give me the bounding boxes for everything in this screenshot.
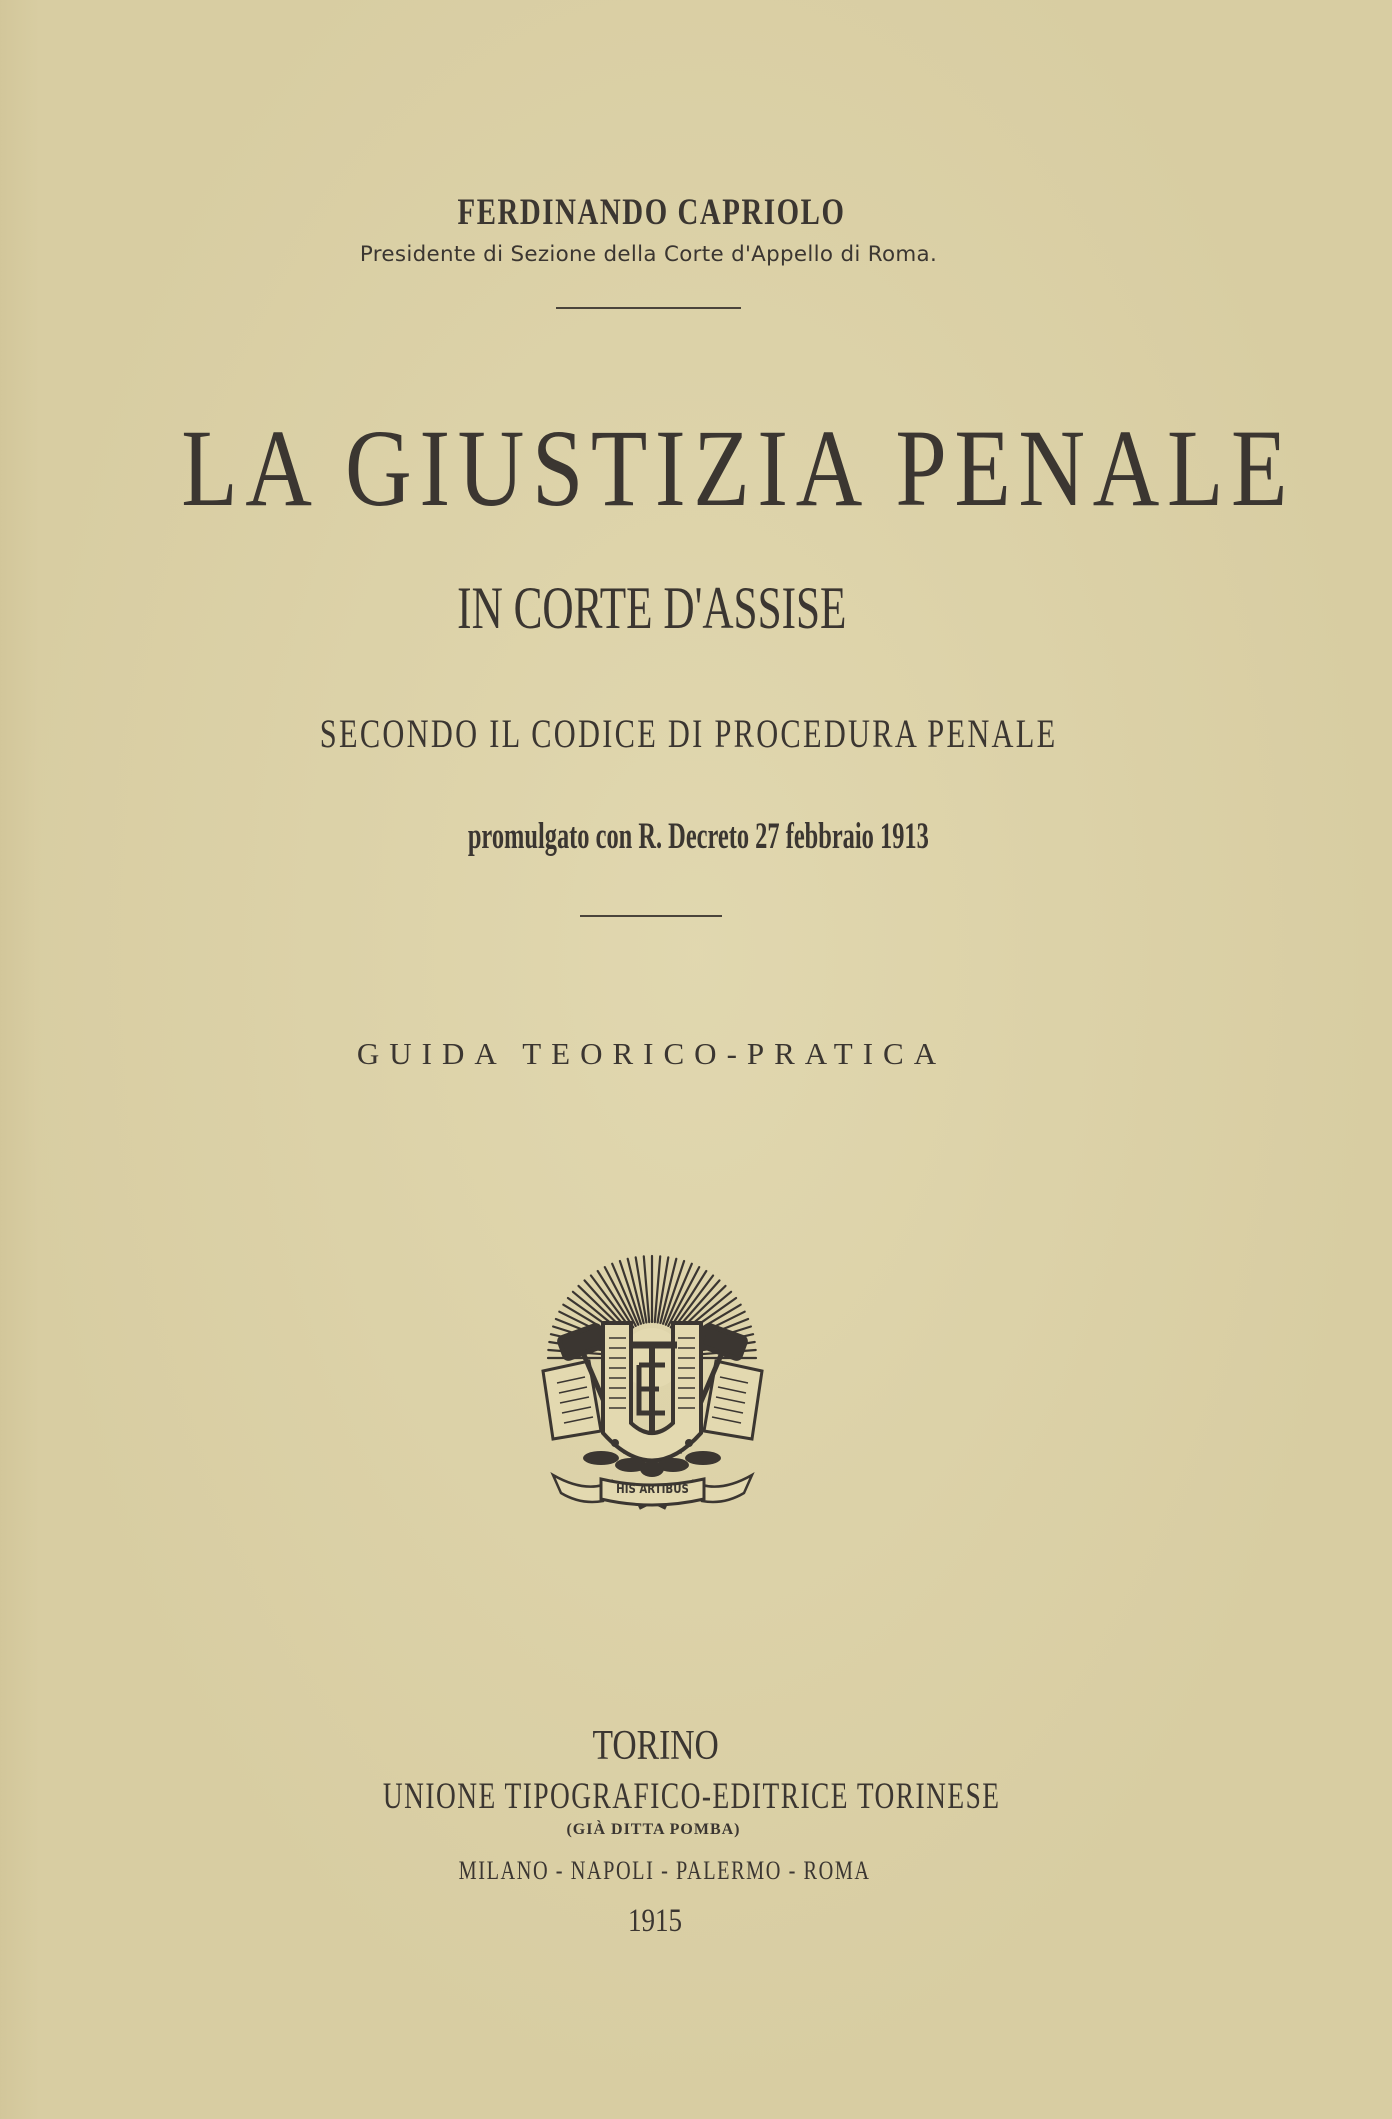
imprint-publisher: UNIONE TIPOGRAFICO-EDITRICE TORINESE (382, 1776, 1001, 1817)
author-role: Presidente di Sezione della Corte d'Appello di Roma. (359, 242, 938, 266)
subtitle-code: SECONDO IL CODICE DI PROCEDURA PENALE (319, 711, 1058, 756)
genre-label: GUIDA TEORICO-PRATICA (356, 1036, 947, 1071)
subtitle-court: IN CORTE D'ASSISE (457, 575, 847, 641)
imprint-former-name: (GIÀ DITTA POMBA) (566, 1821, 741, 1838)
publisher-emblem-icon (531, 1253, 774, 1510)
divider-rule (556, 307, 741, 309)
subtitle-decree: promulgato con R. Decreto 27 febbraio 1913 (467, 816, 929, 857)
imprint-year: 1915 (627, 1903, 683, 1939)
imprint-city: TORINO (592, 1723, 719, 1769)
book-title: LA GIUSTIZIA PENALE (181, 407, 1295, 529)
emblem-motto: HIS ARTIBUS (616, 1482, 689, 1496)
imprint-branches: MILANO - NAPOLI - PALERMO - ROMA (458, 1856, 871, 1885)
author-name: FERDINANDO CAPRIOLO (457, 192, 846, 233)
divider-rule (580, 915, 722, 917)
